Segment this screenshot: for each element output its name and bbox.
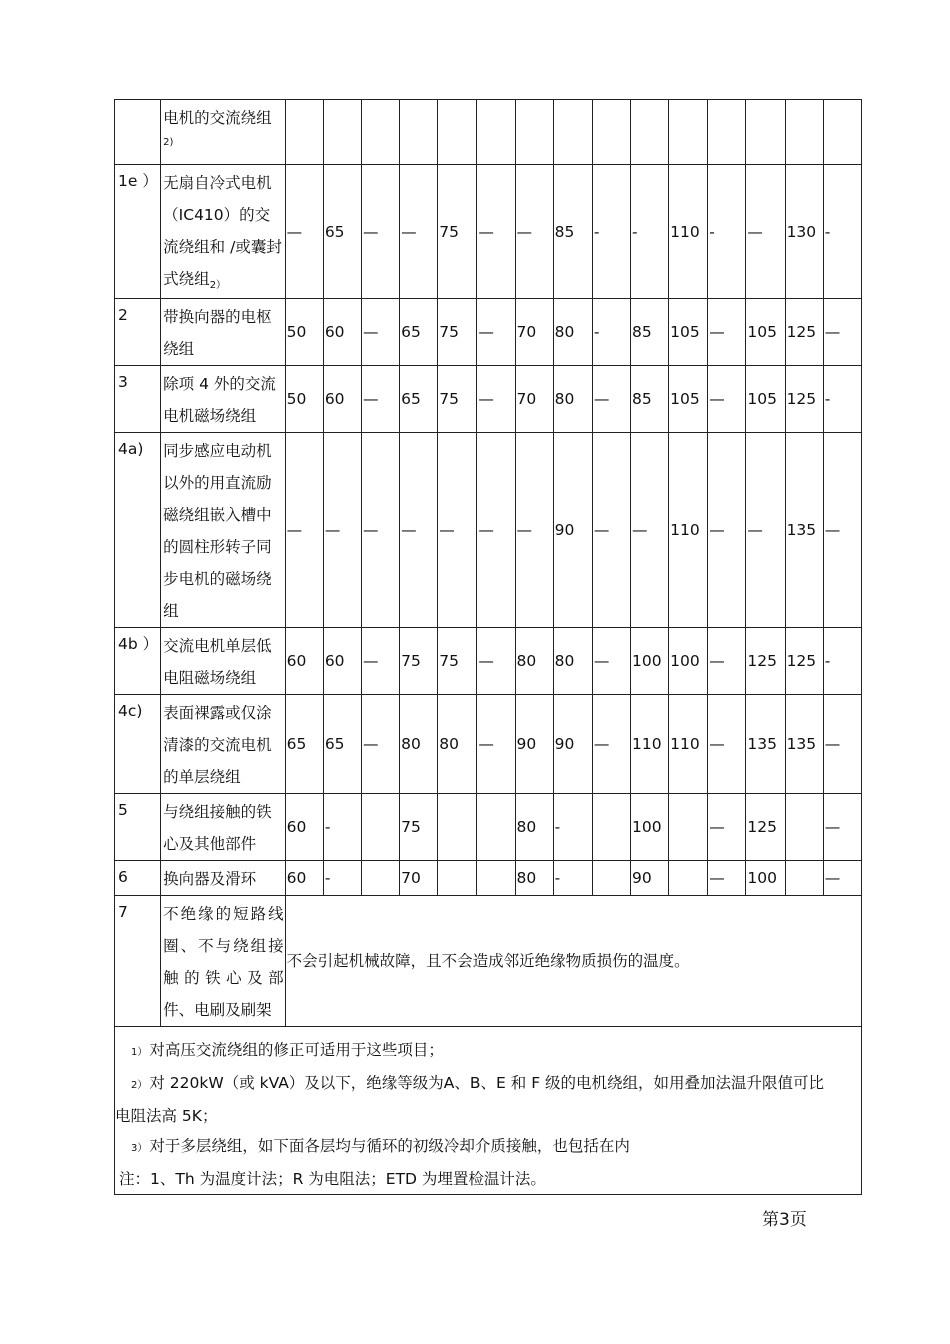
- note-2-continued: 电阻法高 5K；: [115, 1107, 218, 1125]
- row-value-cell: 100: [630, 794, 668, 861]
- row-7-id: 7: [115, 896, 161, 1027]
- note-3-mark: 3）: [131, 1143, 148, 1154]
- row-value-cell: 65: [400, 366, 438, 433]
- note-1: [115, 1035, 861, 1068]
- row-value-cell: 85: [630, 366, 668, 433]
- row-value-cell: 135: [785, 433, 823, 628]
- row-value-cell: 60: [323, 299, 361, 366]
- row-value-cell: —: [746, 165, 785, 299]
- row-value-cell: -: [823, 628, 861, 695]
- row-value-cell: [438, 861, 477, 896]
- row-value-cell: —: [361, 299, 399, 366]
- row-value-cell: [323, 100, 361, 165]
- row-value-cell: —: [823, 695, 861, 794]
- row-value-cell: -: [708, 165, 746, 299]
- row-value-cell: [515, 100, 553, 165]
- table-row: [115, 165, 862, 299]
- row-value-cell: —: [361, 165, 399, 299]
- table-body: [115, 100, 862, 896]
- row-value-cell: 125: [785, 628, 823, 695]
- row-value-cell: 100: [669, 628, 708, 695]
- row-value-cell: 85: [553, 165, 592, 299]
- row-value-cell: 90: [553, 695, 592, 794]
- row-item-text: 带换向器的电枢绕组: [163, 308, 272, 358]
- row-value-cell: —: [477, 628, 515, 695]
- row-value-cell: [477, 794, 515, 861]
- row-value-cell: [785, 794, 823, 861]
- row-value-cell: [553, 100, 592, 165]
- row-value-cell: —: [823, 299, 861, 366]
- row-value-cell: [438, 794, 477, 861]
- row-value-cell: 105: [669, 299, 708, 366]
- table-row: [115, 628, 862, 695]
- row-value-cell: 80: [553, 628, 592, 695]
- row-value-cell: 90: [515, 695, 553, 794]
- row-value-cell: 80: [515, 861, 553, 896]
- row-value-cell: —: [708, 861, 746, 896]
- row-value-cell: 80: [438, 695, 477, 794]
- row-value-cell: -: [323, 794, 361, 861]
- row-value-cell: [785, 861, 823, 896]
- row-value-cell: 110: [630, 695, 668, 794]
- note-2-mark: 2）: [131, 1080, 148, 1091]
- row-value-cell: [438, 100, 477, 165]
- row-value-cell: [285, 100, 323, 165]
- row-value-cell: [823, 100, 861, 165]
- row-value-cell: —: [361, 366, 399, 433]
- row-value-cell: 105: [746, 366, 785, 433]
- row-value-cell: 80: [515, 794, 553, 861]
- row-value-cell: —: [477, 299, 515, 366]
- row-value-cell: —: [400, 165, 438, 299]
- row-value-cell: —: [823, 794, 861, 861]
- table-row: [115, 794, 862, 861]
- row-value-cell: —: [285, 165, 323, 299]
- row-id: 5: [115, 794, 161, 861]
- row-7-description: 不会引起机械故障，且不会造成邻近绝缘物质损伤的温度。: [285, 896, 861, 1027]
- row-value-cell: 125: [785, 366, 823, 433]
- notes-cell: [115, 1027, 862, 1195]
- row-value-cell: -: [823, 165, 861, 299]
- row-value-cell: [592, 861, 630, 896]
- row-value-cell: 60: [285, 628, 323, 695]
- row-value-cell: 70: [515, 366, 553, 433]
- row-id: 6: [115, 861, 161, 896]
- note-2-text: 对 220kW（或 kVA）及以下，绝缘等级为A、B、E 和 F 级的电机绕组，如用叠加法温升限值可比: [149, 1074, 825, 1092]
- row-value-cell: —: [592, 366, 630, 433]
- notes-row: [115, 1027, 862, 1195]
- table-row: [115, 299, 862, 366]
- page-number: 第3页: [762, 1210, 807, 1230]
- row-value-cell: -: [592, 299, 630, 366]
- row-value-cell: 125: [746, 628, 785, 695]
- note-1-text: 对高压交流绕组的修正可适用于这些项目；: [149, 1041, 444, 1059]
- row-item-footnote: 2）: [209, 280, 227, 291]
- row-item-text: 除项 4 外的交流电机磁场绕组: [163, 375, 276, 425]
- row-item: [161, 433, 286, 628]
- row-value-cell: 75: [400, 794, 438, 861]
- row-item-text: 同步感应电动机以外的用直流励磁绕组嵌入槽中的圆柱形转子同步电机的磁场绕组: [163, 442, 272, 620]
- row-value-cell: [361, 100, 399, 165]
- row-value-cell: [708, 100, 746, 165]
- row-value-cell: —: [708, 628, 746, 695]
- row-value-cell: 110: [669, 165, 708, 299]
- row-value-cell: —: [746, 433, 785, 628]
- row-value-cell: —: [823, 433, 861, 628]
- row-value-cell: [669, 794, 708, 861]
- row-item: [161, 299, 286, 366]
- row-value-cell: 80: [400, 695, 438, 794]
- row-value-cell: 135: [746, 695, 785, 794]
- row-value-cell: -: [553, 794, 592, 861]
- row-value-cell: [400, 100, 438, 165]
- row-value-cell: 75: [400, 628, 438, 695]
- row-value-cell: 75: [438, 628, 477, 695]
- row-value-cell: 65: [285, 695, 323, 794]
- row-id: 4c): [115, 695, 161, 794]
- row-id: 1e ）: [115, 165, 161, 299]
- row-value-cell: 90: [553, 433, 592, 628]
- row-value-cell: —: [708, 794, 746, 861]
- row-value-cell: —: [823, 861, 861, 896]
- row-value-cell: —: [477, 433, 515, 628]
- table-row: [115, 100, 862, 165]
- row-value-cell: 125: [785, 299, 823, 366]
- row-value-cell: -: [630, 165, 668, 299]
- row-item: [161, 794, 286, 861]
- row-value-cell: [630, 100, 668, 165]
- table-row: [115, 366, 862, 433]
- row-value-cell: -: [323, 861, 361, 896]
- row-value-cell: —: [630, 433, 668, 628]
- row-value-cell: [785, 100, 823, 165]
- row-value-cell: 110: [669, 433, 708, 628]
- row-value-cell: 100: [630, 628, 668, 695]
- row-value-cell: —: [592, 695, 630, 794]
- row-item-text: 表面裸露或仅涂清漆的交流电机的单层绕组: [163, 704, 272, 786]
- row-item: [161, 366, 286, 433]
- row-value-cell: 60: [285, 861, 323, 896]
- row-value-cell: [592, 100, 630, 165]
- row-value-cell: —: [323, 433, 361, 628]
- row-value-cell: 60: [323, 366, 361, 433]
- row-item-text: 无扇自冷式电机（IC410）的交流绕组和 /或囊封式绕组: [163, 174, 282, 288]
- row-value-cell: —: [592, 628, 630, 695]
- row-value-cell: -: [823, 366, 861, 433]
- row-value-cell: 105: [669, 366, 708, 433]
- row-value-cell: 70: [400, 861, 438, 896]
- row-id: [115, 100, 161, 165]
- row-value-cell: [477, 861, 515, 896]
- row-value-cell: 100: [746, 861, 785, 896]
- row-value-cell: 135: [785, 695, 823, 794]
- row-value-cell: [669, 100, 708, 165]
- row-value-cell: [746, 100, 785, 165]
- row-value-cell: 80: [553, 299, 592, 366]
- note-2: [115, 1068, 861, 1101]
- table-row-7: [115, 896, 862, 1027]
- row-value-cell: 70: [515, 299, 553, 366]
- row-7-item: 不绝缘的短路线圈、不与绕组接触 的 铁 心 及 部件、电刷及刷架: [161, 896, 286, 1027]
- row-value-cell: 60: [285, 794, 323, 861]
- row-value-cell: [361, 861, 399, 896]
- row-value-cell: 75: [438, 366, 477, 433]
- row-item-text: 与绕组接触的铁心及其他部件: [163, 803, 272, 853]
- row-value-cell: 90: [630, 861, 668, 896]
- row-value-cell: 80: [515, 628, 553, 695]
- row-value-cell: [669, 861, 708, 896]
- row-value-cell: 50: [285, 366, 323, 433]
- row-value-cell: —: [515, 165, 553, 299]
- row-value-cell: —: [477, 165, 515, 299]
- row-value-cell: 80: [553, 366, 592, 433]
- row-value-cell: —: [708, 299, 746, 366]
- table-row: [115, 433, 862, 628]
- row-value-cell: —: [515, 433, 553, 628]
- row-item-text: 电机的交流绕组: [163, 109, 272, 127]
- row-id: 2: [115, 299, 161, 366]
- row-value-cell: —: [708, 433, 746, 628]
- note-1-mark: 1）: [131, 1047, 148, 1058]
- table-row: [115, 695, 862, 794]
- row-value-cell: 85: [630, 299, 668, 366]
- row-item: [161, 628, 286, 695]
- row-value-cell: 65: [323, 695, 361, 794]
- row-item: [161, 861, 286, 896]
- row-value-cell: -: [553, 861, 592, 896]
- row-item-footnote: 2): [163, 137, 174, 148]
- row-value-cell: —: [438, 433, 477, 628]
- row-value-cell: 105: [746, 299, 785, 366]
- row-value-cell: 75: [438, 299, 477, 366]
- row-value-cell: —: [285, 433, 323, 628]
- row-value-cell: —: [477, 695, 515, 794]
- row-value-cell: 65: [400, 299, 438, 366]
- row-value-cell: -: [592, 165, 630, 299]
- row-value-cell: [592, 794, 630, 861]
- note-main: 注：1、Th 为温度计法；R 为电阻法；ETD 为埋置检温计法。: [119, 1170, 546, 1188]
- row-value-cell: 50: [285, 299, 323, 366]
- row-value-cell: [477, 100, 515, 165]
- row-value-cell: —: [361, 433, 399, 628]
- temperature-rise-table: [114, 99, 862, 1195]
- row-value-cell: 130: [785, 165, 823, 299]
- row-value-cell: 125: [746, 794, 785, 861]
- row-value-cell: 65: [323, 165, 361, 299]
- row-value-cell: —: [708, 695, 746, 794]
- row-id: 4b ）: [115, 628, 161, 695]
- row-value-cell: [361, 794, 399, 861]
- row-value-cell: 110: [669, 695, 708, 794]
- row-value-cell: 75: [438, 165, 477, 299]
- row-value-cell: —: [361, 628, 399, 695]
- row-item: [161, 100, 286, 165]
- note-3: [115, 1131, 861, 1164]
- row-value-cell: —: [708, 366, 746, 433]
- row-value-cell: —: [400, 433, 438, 628]
- row-value-cell: —: [361, 695, 399, 794]
- row-value-cell: 60: [323, 628, 361, 695]
- row-item: [161, 695, 286, 794]
- row-item-text: 交流电机单层低电阻磁场绕组: [163, 637, 272, 687]
- row-id: 4a): [115, 433, 161, 628]
- row-item: [161, 165, 286, 299]
- row-id: 3: [115, 366, 161, 433]
- note-3-text: 对于多层绕组，如下面各层均与循环的初级冷却介质接触，也包括在内: [149, 1137, 630, 1155]
- row-value-cell: —: [477, 366, 515, 433]
- table-row: [115, 861, 862, 896]
- row-value-cell: —: [592, 433, 630, 628]
- row-item-text: 换向器及滑环: [163, 870, 257, 888]
